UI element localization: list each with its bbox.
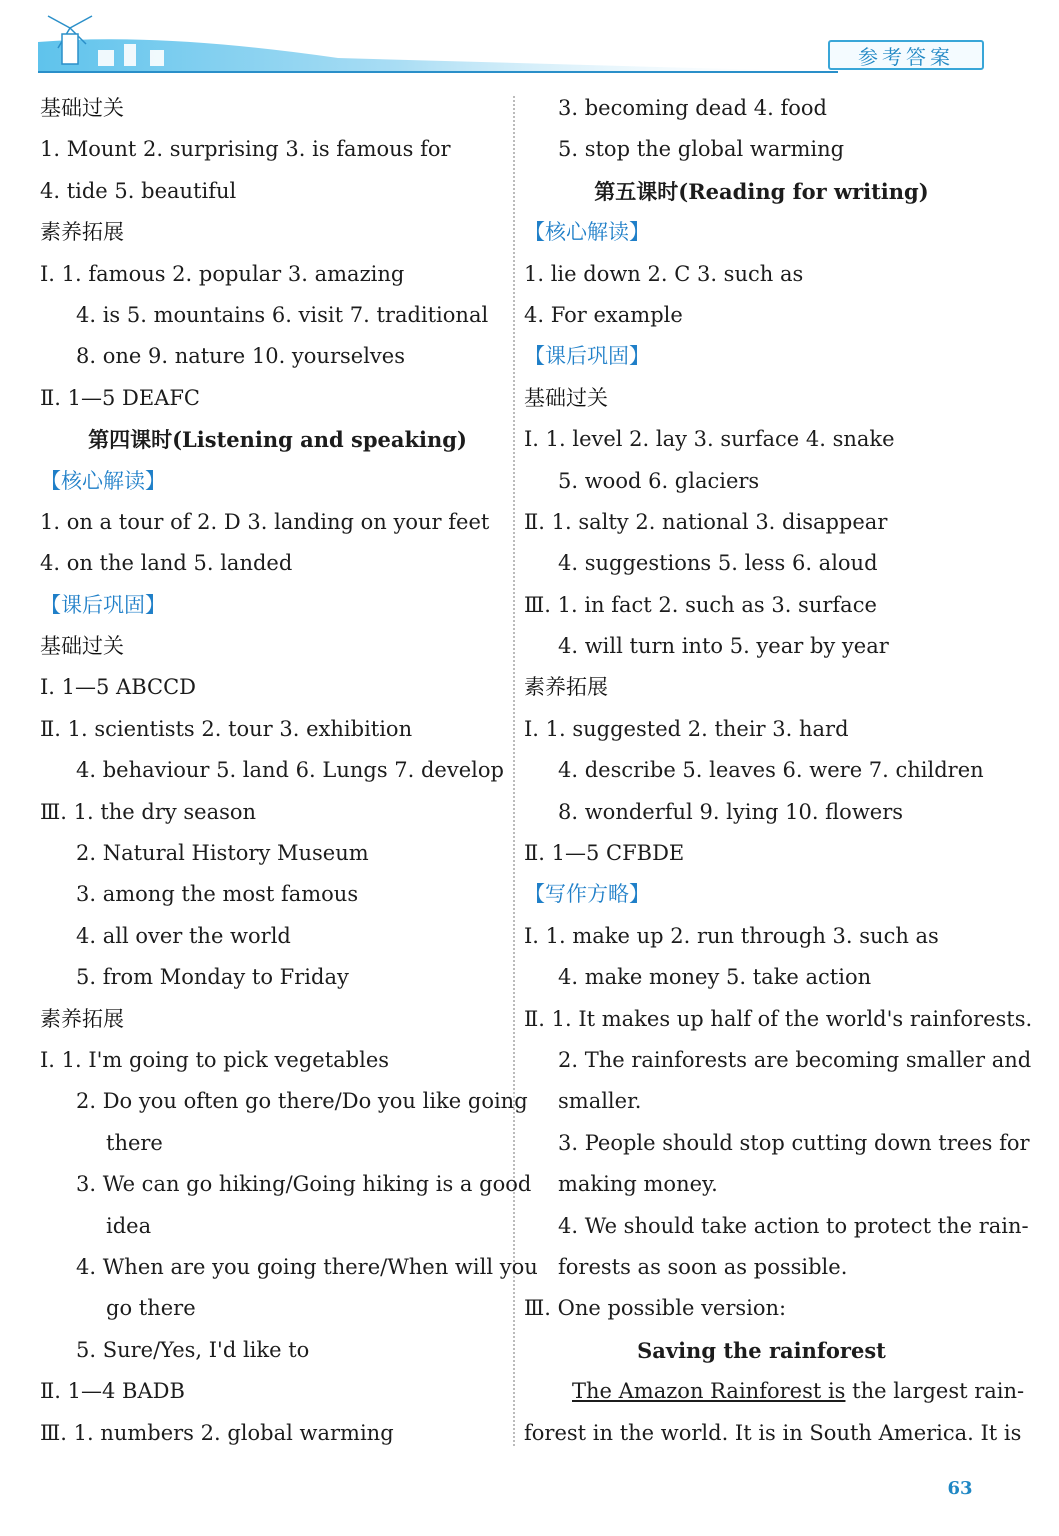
answer-line: forest in the world. It is in South America. It is	[524, 1420, 1022, 1445]
section-tag: 【核心解读】	[524, 220, 650, 245]
answer-line: 4. describe 5. leaves 6. were 7. children	[558, 758, 984, 783]
essay-rest: the largest rain-	[845, 1379, 1025, 1404]
section-heading: 基础过关	[40, 634, 124, 659]
answer-line: Ⅱ. 1. scientists 2. tour 3. exhibition	[40, 716, 413, 741]
section-heading: 基础过关	[40, 96, 124, 120]
left-column	[40, 88, 538, 1454]
answer-line: 3. among the most famous	[76, 882, 359, 907]
answer-line: 1. on a tour of 2. D 3. landing on your feet	[40, 509, 490, 534]
answer-line: Ⅰ. 1. I'm going to pick vegetables	[40, 1047, 390, 1072]
answer-line: go there	[106, 1296, 196, 1321]
section-tag: 【课后巩固】	[524, 344, 650, 369]
answer-line: 4. tide 5. beautiful	[40, 178, 237, 203]
section-heading: 基础过关	[524, 385, 608, 410]
answer-line: 5. from Monday to Friday	[76, 965, 349, 990]
section-tag: 【核心解读】	[40, 468, 166, 493]
page-number: 63	[947, 1478, 973, 1499]
answer-line: Ⅱ. 1—5 DEAFC	[40, 385, 200, 410]
answer-key-badge: 参考答案	[828, 40, 984, 70]
answer-line: Ⅰ. 1. famous 2. popular 3. amazing	[40, 261, 405, 286]
answer-line: 4. will turn into 5. year by year	[558, 634, 889, 659]
answer-line: 4. all over the world	[76, 923, 291, 948]
answer-line: Ⅰ. 1. suggested 2. their 3. hard	[524, 716, 849, 741]
answer-line: 5. Sure/Yes, I'd like to	[76, 1337, 310, 1362]
answer-line: 1. lie down 2. C 3. such as	[524, 261, 804, 286]
answer-line: 3. becoming dead 4. food	[558, 96, 827, 120]
answer-line: Ⅱ. 1—5 CFBDE	[524, 841, 685, 866]
answer-line: 8. wonderful 9. lying 10. flowers	[558, 799, 904, 824]
answer-line: Ⅱ. 1. salty 2. national 3. disappear	[524, 509, 888, 534]
answer-line: Ⅲ. 1. in fact 2. such as 3. surface	[524, 592, 877, 617]
answer-line: 3. We can go hiking/Going hiking is a good	[76, 1172, 532, 1197]
section-tag: 【写作方略】	[524, 882, 650, 907]
answer-line: making money.	[558, 1172, 718, 1197]
answer-line: Ⅲ. 1. the dry season	[40, 799, 257, 824]
answer-line: Ⅲ. 1. numbers 2. global warming	[40, 1420, 394, 1445]
answer-line: 4. is 5. mountains 6. visit 7. traditional	[76, 302, 489, 327]
answer-line: forests as soon as possible.	[558, 1254, 848, 1279]
right-column	[524, 88, 1033, 1454]
answer-line: 4. We should take action to protect the rain-	[558, 1213, 1029, 1238]
essay-line	[524, 1371, 1025, 1412]
answer-line: smaller.	[558, 1089, 642, 1114]
answer-line: 2. Natural History Museum	[76, 841, 369, 866]
answer-line: 5. stop the global warming	[558, 137, 845, 162]
lesson-title: 第五课时(Reading for writing)	[594, 178, 929, 204]
answer-line: 1. Mount 2. surprising 3. is famous for	[40, 137, 451, 162]
lesson-title: Saving the rainforest	[637, 1337, 886, 1363]
answer-line: Ⅱ. 1. It makes up half of the world's rainforests.	[524, 1006, 1033, 1031]
lesson-title: 第四课时(Listening and speaking)	[88, 427, 467, 453]
answer-line: 4. make money 5. take action	[558, 965, 872, 990]
section-heading: 素养拓展	[40, 1006, 124, 1031]
answer-line: 2. Do you often go there/Do you like going	[76, 1089, 528, 1114]
answer-line: idea	[106, 1213, 152, 1238]
header-banner	[38, 14, 838, 74]
answer-line: 4. When are you going there/When will you	[76, 1254, 538, 1279]
answer-line: 8. one 9. nature 10. yourselves	[76, 344, 405, 369]
section-heading: 素养拓展	[524, 675, 608, 700]
answer-line: 4. on the land 5. landed	[40, 551, 293, 576]
answer-line: 2. The rainforests are becoming smaller and	[558, 1047, 1032, 1072]
underlined-phrase: The Amazon Rainforest is	[572, 1379, 846, 1404]
answer-line: Ⅰ. 1. level 2. lay 3. surface 4. snake	[524, 427, 895, 452]
answer-line: there	[106, 1130, 163, 1155]
answer-line: 3. People should stop cutting down trees for	[558, 1130, 1030, 1155]
section-heading: 素养拓展	[40, 220, 124, 245]
answer-line: Ⅲ. One possible version:	[524, 1296, 787, 1321]
answer-line: 4. behaviour 5. land 6. Lungs 7. develop	[76, 758, 504, 783]
answer-line: 4. For example	[524, 302, 683, 327]
answer-line: Ⅱ. 1—4 BADB	[40, 1379, 185, 1404]
answer-line: Ⅰ. 1. make up 2. run through 3. such as	[524, 923, 939, 948]
answer-line: 5. wood 6. glaciers	[558, 468, 760, 493]
answer-line: 4. suggestions 5. less 6. aloud	[558, 551, 878, 576]
answer-line: Ⅰ. 1—5 ABCCD	[40, 675, 197, 700]
section-tag: 【课后巩固】	[40, 592, 166, 617]
